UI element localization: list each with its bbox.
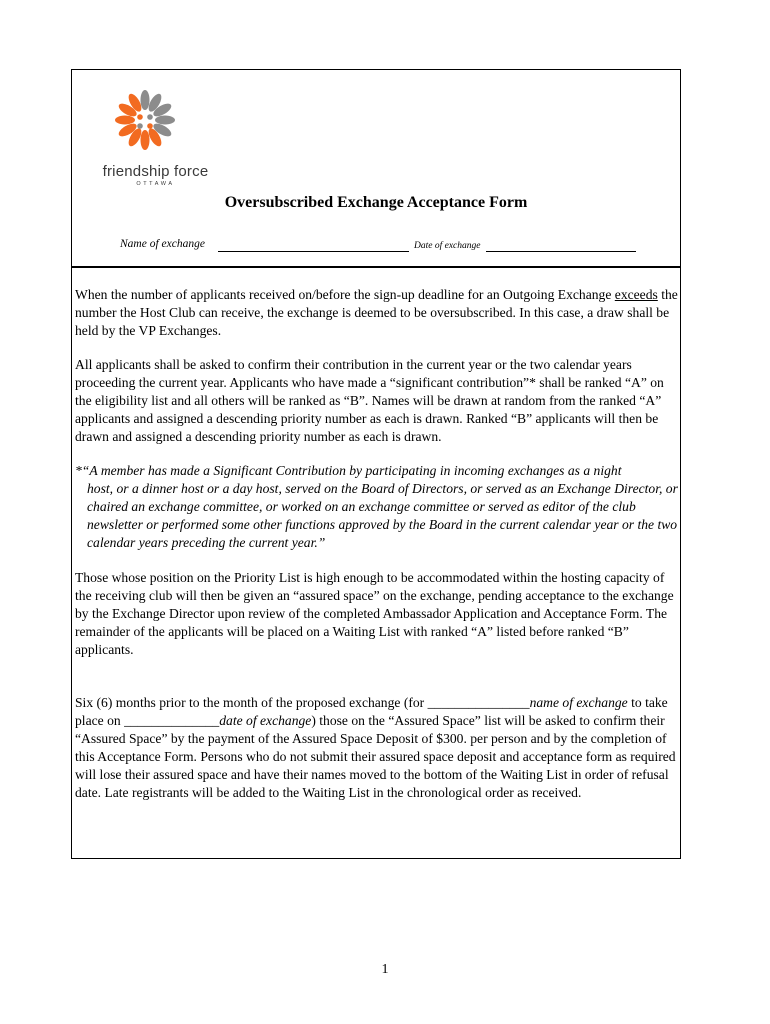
form-box xyxy=(71,69,681,859)
logo-city: OTTAWA xyxy=(136,181,175,187)
p5-text-c: ) those on the “Assured Space” list will be asked to confirm their “Assured Space” by the payment of the Assured Space Deposit of $300. per person and by the completion of this Acceptance Form. Persons who do not submit their assured space deposit and acceptance form as required will lose their assured space and have their names moved to the bottom of the Waiting List in order of refusal date. Late registrants will be added to the Waiting List in the chronological order as received. xyxy=(75,713,676,800)
p5-name-of-exchange: name of exchange xyxy=(529,695,628,710)
logo-wordmark xyxy=(88,163,223,187)
header-divider xyxy=(72,266,680,268)
date-of-exchange-label: Date of exchange xyxy=(414,241,481,251)
p3-first-line: *“A member has made a Significant Contribution by participating in incoming exchanges as a night xyxy=(75,463,622,478)
paragraph-significant-contribution xyxy=(75,462,681,552)
name-of-exchange-field[interactable] xyxy=(218,251,409,252)
form-title: Oversubscribed Exchange Acceptance Form xyxy=(224,194,528,211)
p1-text-b: the number the Host Club can receive, the exchange is deemed to be oversubscribed. In this case, a draw shall be held by the VP Exchanges. xyxy=(75,287,678,338)
p5-date-of-exchange: date of exchange xyxy=(219,713,312,728)
p1-text-a: When the number of applicants received on/before the sign-up deadline for an Outgoing Exchange xyxy=(75,287,615,302)
paragraph-ranking: All applicants shall be asked to confirm their contribution in the current year or the two calendar years proceeding the current year. Applicants who have made a “significant contribution”* shall be ranked “A” on the eligibility list and all others will be ranked as “B”. Names will be drawn at random from the ranked “A” applicants and assigned a descending priority number as each is drawn. Ranked “B” applicants will then be drawn and assigned a descending priority number as each is drawn. xyxy=(75,357,664,444)
paragraph-assured-space xyxy=(75,694,681,802)
p3-rest: host, or a dinner host or a day host, served on the Board of Directors, or served as an Exchange Director, or chaired an exchange committee, or worked on an exchange committee or served as editor of the club newsletter or performed some other functions approved by the Board in the current calendar year or the two calendar years preceding the current year.” xyxy=(87,481,678,550)
p5-text-b: to take place on ______________ xyxy=(75,695,668,728)
p5-text-a: Six (6) months prior to the month of the proposed exchange (for _______________ xyxy=(75,695,530,710)
name-of-exchange-label: Name of exchange xyxy=(120,238,205,250)
p1-underlined: exceeds xyxy=(614,287,658,302)
flower-logo-icon xyxy=(110,84,180,164)
paragraph-priority-list: Those whose position on the Priority List is high enough to be accommodated within the hosting capacity of the receiving club will then be given an “assured space” on the exchange, pending acceptance to the exchange by the Exchange Director upon review of the completed Ambassador Application and Acceptance Form. The remainder of the applicants will be placed on a Waiting List with ranked “A” listed before ranked “B” applicants. xyxy=(75,570,674,657)
friendship-force-logo xyxy=(88,84,238,194)
date-of-exchange-field[interactable] xyxy=(486,251,636,252)
paragraph-oversubscribed xyxy=(75,286,681,340)
form-body xyxy=(75,286,681,802)
page-number: 1 xyxy=(381,962,389,977)
logo-name: friendship force xyxy=(102,163,209,180)
